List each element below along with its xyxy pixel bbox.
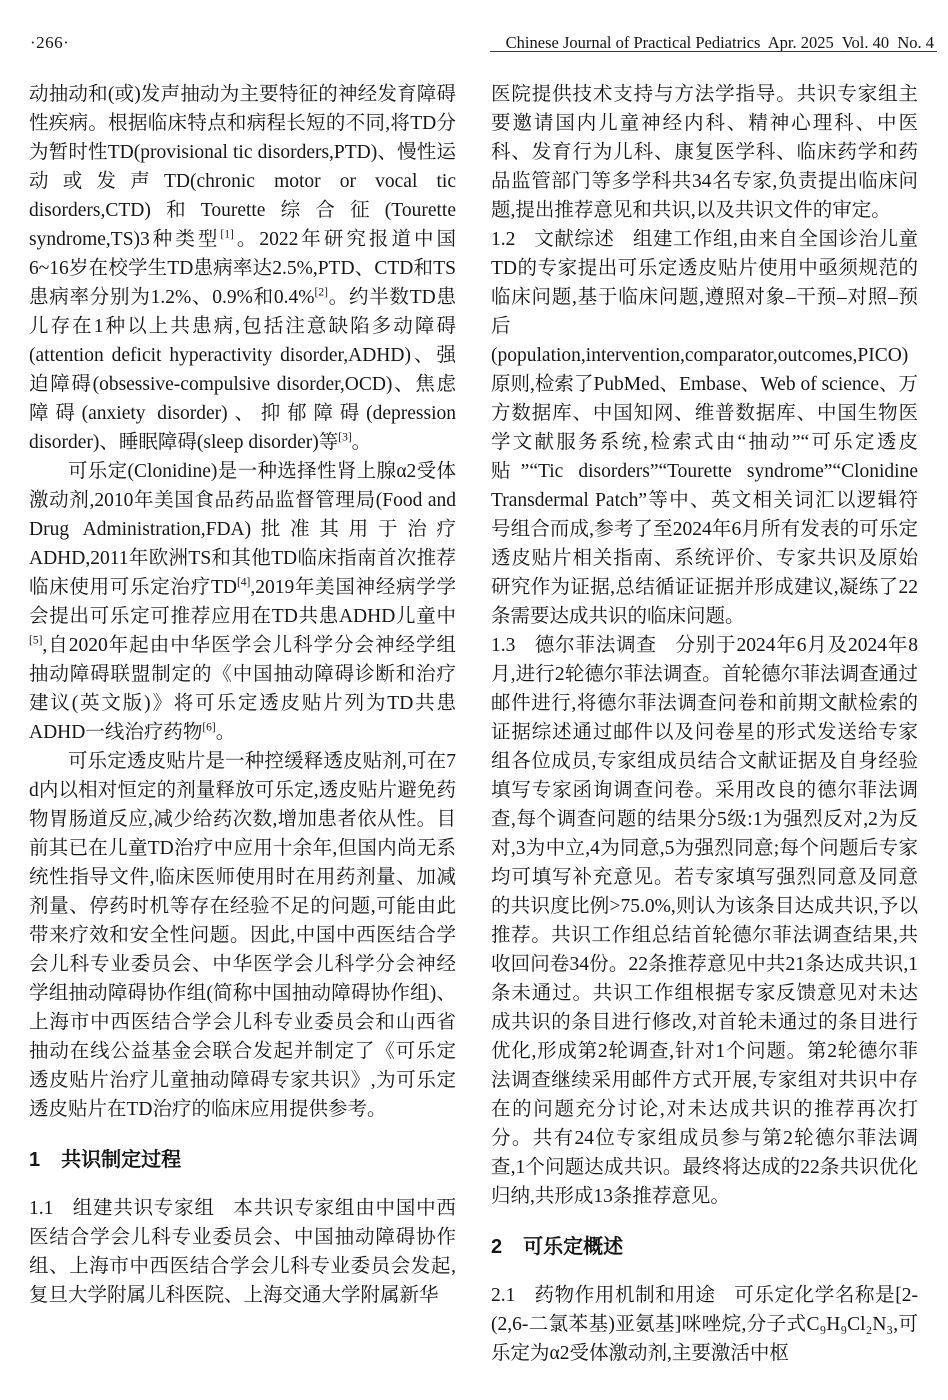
section-number: 2 bbox=[491, 1236, 503, 1258]
subsection-title: 文献综述 bbox=[533, 229, 615, 250]
column-left bbox=[29, 80, 456, 1310]
subsection-title: 药物作用机制和用途 bbox=[533, 1285, 716, 1306]
text-segment: 。 bbox=[351, 432, 372, 453]
section-number: 1 bbox=[29, 1149, 41, 1171]
subsection-title: 德尔菲法调查 bbox=[533, 635, 657, 656]
paragraph-1-1 bbox=[29, 1194, 456, 1310]
paragraph-clonidine bbox=[29, 457, 456, 747]
text-segment: 可乐定化学名称是[2-(2,6-二氯苯基)亚氨基]咪唑烷,分子式C₉H₉Cl₂N₃,可乐定为α2受体激动剂,主要激活中枢 bbox=[491, 1285, 918, 1364]
subsection-number: 1.2 bbox=[491, 229, 516, 250]
paragraph-1-3 bbox=[491, 631, 918, 1211]
text-segment: 本共识专家组由中国中西医结合学会儿科专业委员会、中国抽动障碍协作组、上海市中西医结合学会儿科专业委员会发起,复旦大学附属儿科医院、上海交通大学附属新华 bbox=[29, 1198, 456, 1306]
citation-marker: [4] bbox=[236, 576, 251, 589]
page-number: ·266· bbox=[30, 33, 70, 52]
text-segment: 可乐定透皮贴片是一种控缓释透皮贴剂,可在7 d内以相对恒定的剂量释放可乐定,透皮贴片避免药物胃肠道反应,减少给药次数,增加患者依从性。目前其已在儿童TD治疗中应用十余年,但国内尚无系统性指导文件,临床医师使用时在用药剂量、加减剂量、停药时机等存在经验不足的问题,可能由此带来疗效和安全性问题。因此,中国中西医结合学会儿科专业委员会、中华医学会儿科学分会神经学组抽动障碍协作组(简称中国抽动障碍协作组)、上海市中西医结合学会儿科专业委员会和山西省抽动在线公益基金会联合发起并制定了《可乐定透皮贴片治疗儿童抽动障碍专家共识》,为可乐定透皮贴片在TD治疗的临床应用提供参考。 bbox=[29, 751, 456, 1120]
subsection-title: 组建共识专家组 bbox=[71, 1198, 215, 1219]
text-segment: ,自2020年起由中华医学会儿科学分会神经学组抽动障碍联盟制定的《中国抽动障碍诊断和治疗建议(英文版)》将可乐定透皮贴片列为TD共患ADHD一线治疗药物 bbox=[29, 635, 456, 743]
text-segment: 可乐定(Clonidine)是一种选择性肾上腺α2受体激动剂,2010年美国食品药品监督管理局(Food and Drug Administration,FDA)批准其用于治疗ADHD,2011年欧洲TS和其他TD临床指南首次推荐临床使用可乐定治疗TD bbox=[29, 461, 456, 598]
journal-header: Chinese Journal of Practical Pediatrics Apr. 2025 Vol. 40 No. 4 bbox=[505, 33, 934, 52]
subsection-number: 1.1 bbox=[29, 1198, 54, 1219]
header-rule bbox=[490, 51, 937, 52]
section-title: 可乐定概述 bbox=[523, 1236, 624, 1258]
subsection-number: 2.1 bbox=[491, 1285, 516, 1306]
paragraph-1-2 bbox=[491, 225, 918, 631]
text-segment: 组建工作组,由来自全国诊治儿童TD的专家提出可乐定透皮贴片使用中亟须规范的临床问题,基于临床问题,遵照对象–干预–对照–预后(population,intervention,comparator,outcomes,PICO)原则,检索了PubMed、Embase、Web of science、万方数据库、中国知网、维普数据库、中国生物医学文献服务系统,检索式由“抽动”“可乐定透皮贴”“Tic disorders”“Tourette syndrome”“Clonidine Transdermal Patch”等中、英文相关词汇以逻辑符号组合而成,参考了至2024年6月所有发表的可乐定透皮贴片相关指南、系统评价、专家共识及原始研究作为证据,总结循证证据并形成建议,凝练了22条需要达成共识的临床问题。 bbox=[491, 229, 918, 627]
paragraph-1-1-cont bbox=[491, 80, 918, 225]
column-right bbox=[491, 80, 918, 1368]
section-heading-2 bbox=[491, 1233, 918, 1262]
citation-marker: [2] bbox=[314, 286, 328, 299]
text-segment: ,2019年美国神经病学学会提出可乐定可推荐应用在TD共患ADHD儿童中 bbox=[29, 577, 456, 627]
text-segment: 动抽动和(或)发声抽动为主要特征的神经发育障碍性疾病。根据临床特点和病程长短的不同,将TD分为暂时性TD(provisional tic disorders,PTD)、慢性运动或发声TD(chronic motor or vocal tic disorders,CTD)和Tourette综合征(Tourette syndrome,TS)3种类型 bbox=[29, 84, 456, 250]
paragraph-2-1 bbox=[491, 1281, 918, 1368]
text-segment: 。约半数TD患儿存在1种以上共患病,包括注意缺陷多动障碍(attention deficit hyperactivity disorder,ADHD)、强迫障碍(obsessive-compulsive disorder,OCD)、焦虑障碍(anxiety disorder)、抑郁障碍(depression disorder)、睡眠障碍(sleep disorder)等 bbox=[29, 287, 456, 453]
citation-marker: [6] bbox=[202, 721, 216, 734]
citation-marker: [1] bbox=[220, 228, 234, 241]
subsection-number: 1.3 bbox=[491, 635, 516, 656]
section-title: 共识制定过程 bbox=[61, 1149, 182, 1171]
paragraph-patch bbox=[29, 747, 456, 1124]
text-segment: 分别于2024年6月及2024年8月,进行2轮德尔菲法调查。首轮德尔菲法调查通过邮件进行,将德尔菲法调查问卷和前期文献检索的证据综述通过邮件以及问卷星的形式发送给专家组各位成员,专家组成员结合文献证据及自身经验填写专家函询调查问卷。采用改良的德尔菲法调查,每个调查问题的结果分5级:1为强烈反对,2为反对,3为中立,4为同意,5为强烈同意;每个问题后专家均可填写补充意见。若专家填写强烈同意及同意的共识度比例>75.0%,则认为该条目达成共识,予以推荐。共识工作组总结首轮德尔菲法调查结果,共收回问卷34份。22条推荐意见中共21条达成共识,1条未通过。共识工作组根据专家反馈意见对未达成共识的条目进行修改,对首轮未通过的条目进行优化,形成第2轮调查,针对1个问题。第2轮德尔菲法调查继续采用邮件方式开展,专家组对共识中存在的问题充分讨论,对未达成共识的推荐再次打分。共有24位专家组成员参与第2轮德尔菲法调查,1个问题达成共识。最终将达成的22条共识优化归纳,共形成13条推荐意见。 bbox=[491, 635, 918, 1207]
citation-marker: [5] bbox=[29, 634, 43, 647]
text-segment: 。2022年研究报道中国6~16岁在校学生TD患病率达2.5%,PTD、CTD和TS患病率分别为1.2%、0.9%和0.4% bbox=[29, 229, 456, 308]
paragraph-intro bbox=[29, 80, 456, 457]
citation-marker: [3] bbox=[338, 431, 352, 444]
text-segment: 。 bbox=[215, 722, 236, 743]
section-heading-1 bbox=[29, 1146, 456, 1175]
text-segment: 医院提供技术支持与方法学指导。共识专家组主要邀请国内儿童神经内科、精神心理科、中医科、发育行为儿科、康复医学科、临床药学和药品监管部门等多学科共34名专家,负责提出临床问题,提出推荐意见和共识,以及共识文件的审定。 bbox=[491, 84, 918, 221]
